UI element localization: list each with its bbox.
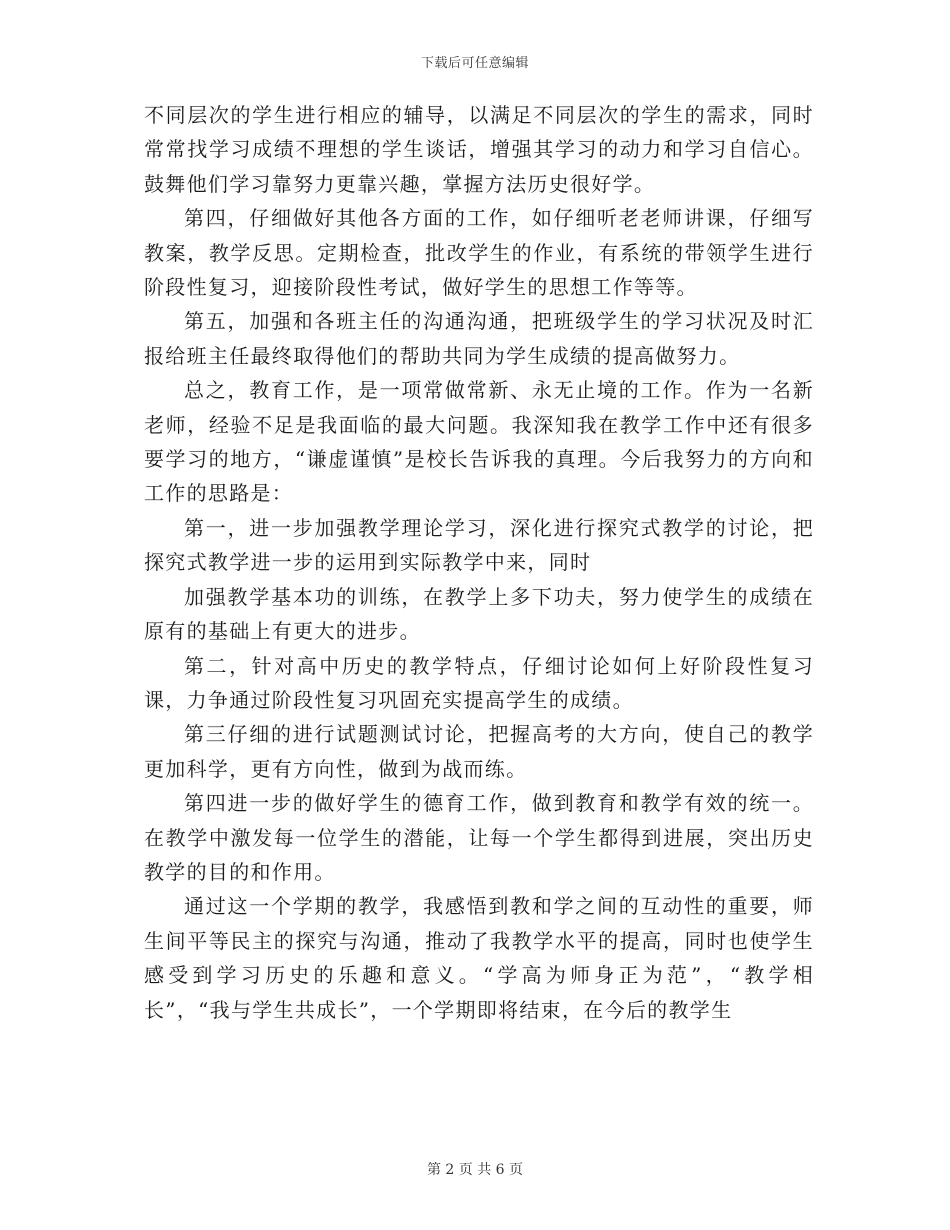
paragraph: 通过这一个学期的教学，我感悟到教和学之间的互动性的重要，师生间平等民主的探究与沟通，推动了我教学水平的提高，同时也使学生感受到学习历史的乐趣和意义。“学高为师身正为范”，“教学相长”，“我与学生共成长”，一个学期即将结束，在今后的教学生 (144, 894, 814, 1022)
paragraph: 第三仔细的进行试题测试讨论，把握高考的大方向，使自己的教学更加科学，更有方向性，做到为战而练。 (144, 722, 814, 781)
paragraph: 不同层次的学生进行相应的辅导，以满足不同层次的学生的需求，同时常常找学习成绩不理想的学生谈话，增强其学习的动力和学习自信心。鼓舞他们学习靠努力更靠兴趣，掌握方法历史很好学。 (144, 103, 814, 196)
paragraph: 加强教学基本功的训练，在教学上多下功夫，努力使学生的成绩在原有的基础上有更大的进步。 (144, 584, 814, 644)
paragraph: 第五，加强和各班主任的沟通沟通，把班级学生的学习状况及时汇报给班主任最终取得他们的帮助共同为学生成绩的提高做努力。 (144, 309, 814, 368)
paragraph: 第二，针对高中历史的教学特点，仔细讨论如何上好阶段性复习课，力争通过阶段性复习巩固充实提高学生的成绩。 (144, 653, 814, 712)
page-number: 第 2 页 共 6 页 (426, 1162, 524, 1178)
paragraph: 总之，教育工作，是一项常做常新、永无止境的工作。作为一名新老师，经验不足是我面临的最大问题。我深知我在教学工作中还有很多要学习的地方，“谦虚谨慎”是校长告诉我的真理。今后我努力的方向和工作的思路是： (144, 378, 814, 506)
document-body (144, 98, 814, 1027)
paragraph: 第一，进一步加强教学理论学习，深化进行探究式教学的讨论，把探究式教学进一步的运用到实际教学中来，同时 (144, 515, 814, 575)
paragraph: 第四，仔细做好其他各方面的工作，如仔细听老老师讲课，仔细写教案，教学反思。定期检查，批改学生的作业，有系统的带领学生进行阶段性复习，迎接阶段性考试，做好学生的思想工作等等。 (144, 206, 814, 300)
paragraph: 第四进一步的做好学生的德育工作，做到教育和教学有效的统一。在教学中激发每一位学生的潜能，让每一个学生都得到进展，突出历史教学的目的和作用。 (144, 791, 814, 884)
page-header: 下载后可任意编辑 (420, 56, 529, 71)
